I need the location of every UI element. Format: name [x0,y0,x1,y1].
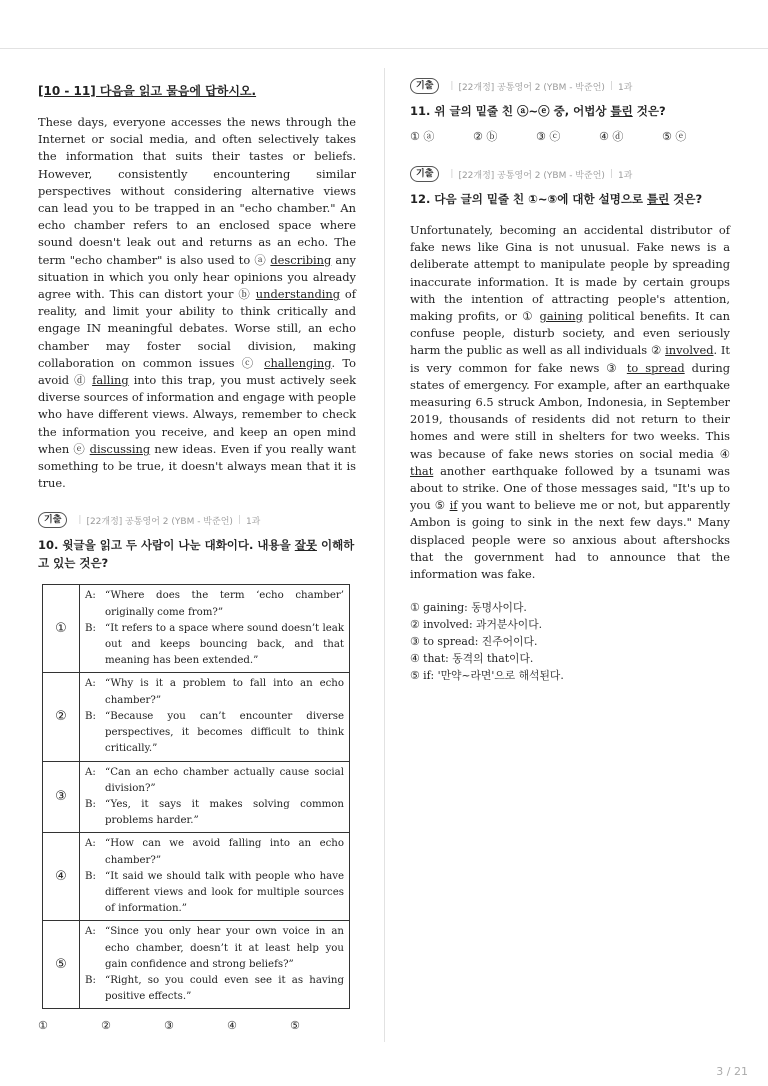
speaker-b-text: “Because you can’t encounter diverse perspectives, it becomes difficult to think critically.” [105,710,344,755]
dialogue-row [43,673,350,761]
q11-title-text: 것은? [632,104,666,118]
lesson-label: 1과 [617,170,633,181]
speaker-b-label: B: [85,710,96,722]
right-column [410,78,730,684]
choice-1[interactable]: ① ⓐ [410,130,435,143]
marker-5: ⑤ [434,498,446,513]
row-number: ③ [43,761,80,833]
course-label: [22개정] 공통영어 2 (YBM - 박준언) [86,516,233,527]
q12-title-emphasis: 틀린 [647,192,670,206]
speaker-b-text: “Right, so you could even see it as having positive effects.” [105,974,344,1003]
speaker-b-line [85,797,344,829]
passage-text: into this trap, you must actively seek diverse sources of information and engage with people who have different views. Always, remember to check the information you receive, and keep an open mind when [38,373,356,456]
marker-1: ① [522,309,535,324]
q10-choices [38,1019,356,1032]
q12-title-text: 12. 다음 글의 밑줄 친 ①~⑤에 대한 설명으로 [410,192,648,206]
choice-1[interactable]: ① [38,1019,48,1033]
exam-badge: 기출 [410,78,439,94]
q11-title-text: 11. 위 글의 밑줄 친 ⓐ~ⓔ 중, 어법상 [410,104,611,118]
passage-text: new ideas. Even if you really want something to be true, it doesn't always mean that it is true. [38,441,356,491]
passage-text: . To avoid [38,355,357,388]
speaker-a-label: A: [85,590,96,602]
lesson-label: 1과 [617,82,633,93]
q10-title-text: 이해하고 있는 것은? [38,538,355,571]
passage-echo-chamber [38,114,356,492]
dialogue-row [43,585,350,673]
marker-2: ② [650,343,662,358]
underline-b: understanding [255,287,341,302]
speaker-a-text: “Can an echo chamber actually cause social division?” [105,766,344,794]
choice-5[interactable]: ⑤ ⓔ [662,130,687,143]
speaker-b-line [85,973,344,1005]
underline-1: gaining [539,309,583,324]
dialogue-row [43,921,350,1009]
separator: | [450,169,454,179]
passage-text: . It is very common for fake news [410,343,731,375]
speaker-b-line [85,621,344,670]
q12-title [410,190,730,208]
exam-badge: 기출 [38,512,67,528]
speaker-a-line [85,924,344,973]
row-dialogue [80,833,350,921]
explanation-1[interactable]: ① gaining: 동명사이다. [410,601,527,615]
speaker-b-line [85,869,344,918]
column-divider [384,68,385,1042]
separator: | [78,515,82,526]
passage-text: another earthquake followed by a tsunami was about to strike. One of those messages said, "It's up to you [410,463,730,513]
marker-4: ④ [719,446,730,461]
choice-4[interactable]: ④ [227,1019,237,1033]
speaker-b-text: “It refers to a space where sound doesn’t leak out and keeps bouncing back, and that meaning has been extended.” [105,622,344,667]
q11-title-emphasis: 틀린 [610,104,633,118]
q12-explanations [410,599,730,684]
speaker-b-line [85,709,344,758]
dialogue-row [43,761,350,833]
speaker-b-label: B: [85,622,96,634]
choice-2[interactable]: ② ⓑ [473,130,498,143]
separator: | [237,515,241,526]
marker-d: ⓓ [74,373,87,388]
choice-3[interactable]: ③ [164,1019,174,1033]
marker-a: ⓐ [254,252,267,267]
exam-badge: 기출 [410,166,439,182]
passage-text: during states of emergency. For example, after an earthquake measuring 6.5 struck Ambon, Indonesia, in September 2019, thousands of residents did not return to their homes and were still in shelters for two weeks. This was because of fake news stories on social media [410,360,730,461]
speaker-a-text: “Where does the term ‘echo chamber’ originally come from?” [105,590,344,618]
row-dialogue [80,761,350,833]
speaker-a-line [85,588,344,620]
row-dialogue [80,585,350,673]
passage-text: Unfortunately, becoming an accidental distributor of fake news like Gina is not unusual. Fake news is a deliberate attempt to manipulate people by spreading inaccurate information. It is made by certain groups with the intention of attracting people's attention, making profits, or [410,223,730,324]
explanation-4[interactable]: ④ that: 동격의 that이다. [410,652,534,666]
underline-a: describing [270,252,332,267]
passage-text: any situation in which you only hear opinions you already agree with. This can distort your [38,252,356,302]
speaker-a-text: “Why is it a problem to fall into an echo chamber?” [105,678,344,706]
dialogue-row [43,833,350,921]
speaker-b-text: “Yes, it says it makes solving common problems harder.” [105,798,344,827]
header-rule [0,48,768,49]
speaker-b-label: B: [85,974,96,986]
row-dialogue [80,673,350,761]
explanation-2[interactable]: ② involved: 과거분사이다. [410,618,543,632]
speaker-a-label: A: [85,678,96,690]
speaker-a-text: “How can we avoid falling into an echo chamber?” [105,838,344,866]
passage-text: These days, everyone accesses the news through the Internet or social media, and often selectively takes the information that suits their tastes or beliefs. However, consistently encountering similar perspectives without considering alternative views can lead you to be trapped in an "echo chamber." An echo chamber refers to an enclosed space where sound doesn't leak out and returns as an echo. The term "echo chamber" is also used to [38,115,356,267]
row-dialogue [80,921,350,1009]
row-number: ① [43,585,80,673]
speaker-b-label: B: [85,870,96,882]
course-label: [22개정] 공통영어 2 (YBM - 박준언) [458,170,605,181]
speaker-a-label: A: [85,838,96,850]
speaker-a-label: A: [85,766,96,778]
choice-4[interactable]: ④ ⓓ [599,130,624,143]
question-tag [410,78,730,94]
underline-3: to spread [626,360,685,375]
marker-3: ③ [606,360,620,375]
q11-choices [410,128,730,144]
choice-2[interactable]: ② [101,1019,111,1033]
explanation-3[interactable]: ③ to spread: 진주어이다. [410,635,538,649]
marker-c: ⓒ [241,355,257,370]
page-number: 3 / 21 [716,1065,748,1078]
separator: | [609,169,613,179]
row-number: ② [43,673,80,761]
choice-3[interactable]: ③ ⓒ [536,130,561,143]
separator: | [609,81,613,91]
speaker-a-line [85,765,344,797]
q10-title-text: 10. 윗글을 읽고 두 사람이 나눈 대화이다. 내용을 [38,538,295,553]
q10-title [38,536,356,572]
speaker-a-line [85,836,344,868]
passage-text: of reality, and limit your ability to think critically and engage IN meaningful debates. Worse still, an echo chamber may foster social division, making collaboration on common issues [38,287,356,370]
marker-e: ⓔ [73,441,86,456]
underline-4: that [410,463,434,478]
marker-b: ⓑ [238,287,251,302]
passage-text: you want to believe me or not, but apparently Ambon is going to sink in the next few days." Many displaced people were so anxious about aftershocks that the government had to announce that the information was fake. [410,498,731,582]
q10-title-emphasis: 잘못 [294,538,317,553]
question-tag [410,166,730,182]
passage-fake-news [410,222,730,583]
section-title: [10 - 11] 다음을 읽고 물음에 답하시오. [38,84,257,98]
underline-2: involved [665,343,714,358]
speaker-a-line [85,676,344,708]
underline-e: discussing [89,441,151,456]
speaker-b-text: “It said we should talk with people who have different views and look for multiple sources of information.” [105,870,344,915]
separator: | [450,81,454,91]
row-number: ④ [43,833,80,921]
underline-c: challenging [264,355,332,370]
speaker-a-label: A: [85,926,96,938]
dialogue-table [42,584,350,1009]
speaker-b-label: B: [85,798,96,810]
course-label: [22개정] 공통영어 2 (YBM - 박준언) [458,82,605,93]
explanation-5[interactable]: ⑤ if: '만약~라면'으로 해석된다. [410,669,564,683]
q11-title [410,102,730,120]
passage-text: political benefits. It can confuse people, disturb society, and even seriously harm the public as well as all individuals [410,309,730,358]
left-column [38,78,356,1032]
choice-5[interactable]: ⑤ [290,1019,300,1033]
lesson-label: 1과 [245,516,261,527]
underline-d: falling [92,373,129,388]
speaker-a-text: “Since you only hear your own voice in an echo chamber, doesn’t it at least help you gain confidence and strong beliefs?” [105,926,344,970]
question-tag [38,512,356,528]
row-number: ⑤ [43,921,80,1009]
underline-5: if [449,498,458,513]
q12-title-text: 것은? [669,192,703,206]
